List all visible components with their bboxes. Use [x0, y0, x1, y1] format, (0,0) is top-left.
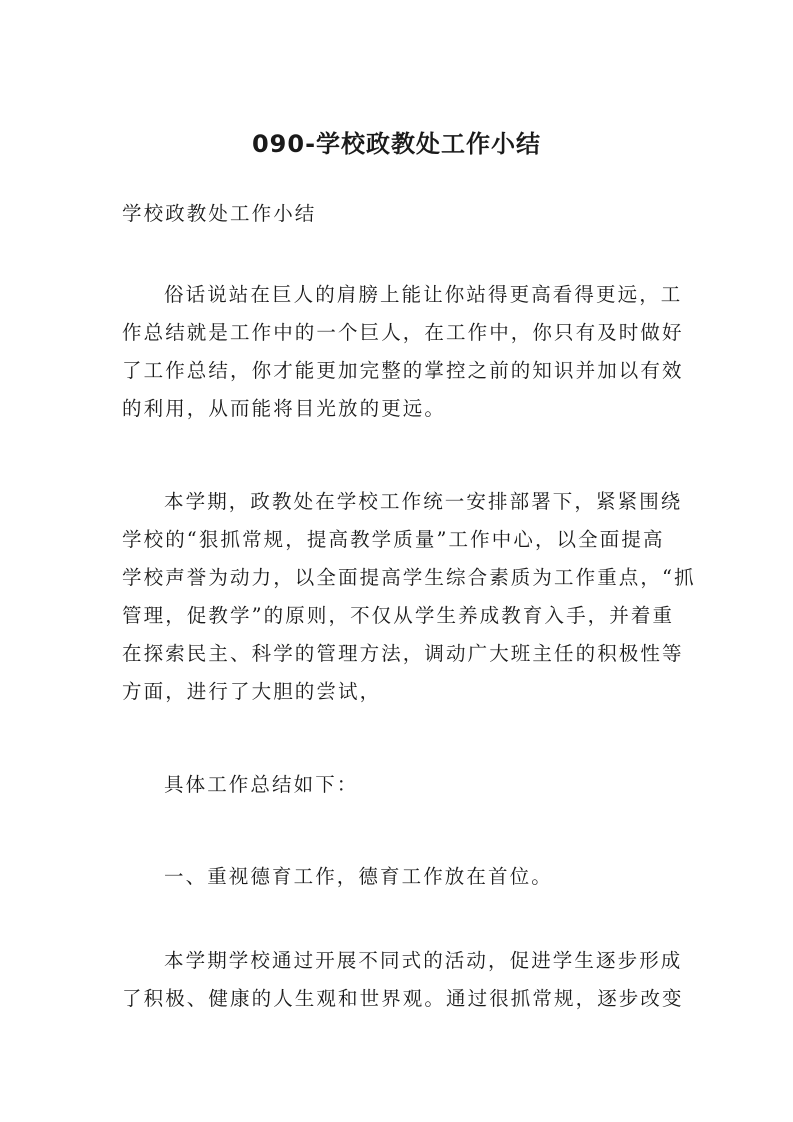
paragraph-intro-line: 的利用，从而能将目光放的更远。 — [122, 397, 447, 420]
paragraph-summary-lead: 具体工作总结如下： — [164, 773, 359, 796]
section-1-heading: 一、重视德育工作，德育工作放在首位。 — [164, 865, 553, 888]
paragraph-overview-line: 本学期，政教处在学校工作统一安排部署下，紧紧围绕 — [164, 490, 683, 513]
document-subtitle: 学校政教处工作小结 — [122, 202, 317, 225]
paragraph-overview-line: 管理，促教学”的原则，不仅从学生养成教育入手，并着重 — [122, 604, 675, 627]
section-1-body-line: 本学期学校通过开展不同式的活动，促进学生逐步形成 — [164, 949, 683, 972]
paragraph-overview-line: 在探索民主、科学的管理方法，调动广大班主任的积极性等 — [122, 642, 684, 665]
paragraph-overview-line: 方面，进行了大胆的尝试， — [122, 680, 382, 703]
paragraph-overview-line: 学校声誉为动力，以全面提高学生综合素质为工作重点，“抓 — [122, 566, 696, 589]
paragraph-intro-line: 俗话说站在巨人的肩膀上能让你站得更高看得更远，工 — [164, 283, 683, 306]
paragraph-intro-line: 作总结就是工作中的一个巨人，在工作中，你只有及时做好 — [122, 321, 684, 344]
paragraph-intro-line: 了工作总结，你才能更加完整的掌控之前的知识并加以有效 — [122, 359, 684, 382]
paragraph-overview-line: 学校的“狠抓常规，提高教学质量”工作中心，以全面提高 — [122, 528, 665, 551]
section-1-body-line: 了积极、健康的人生观和世界观。通过很抓常规，逐步改变 — [122, 987, 684, 1010]
document-title: 090-学校政教处工作小结 — [251, 130, 542, 158]
